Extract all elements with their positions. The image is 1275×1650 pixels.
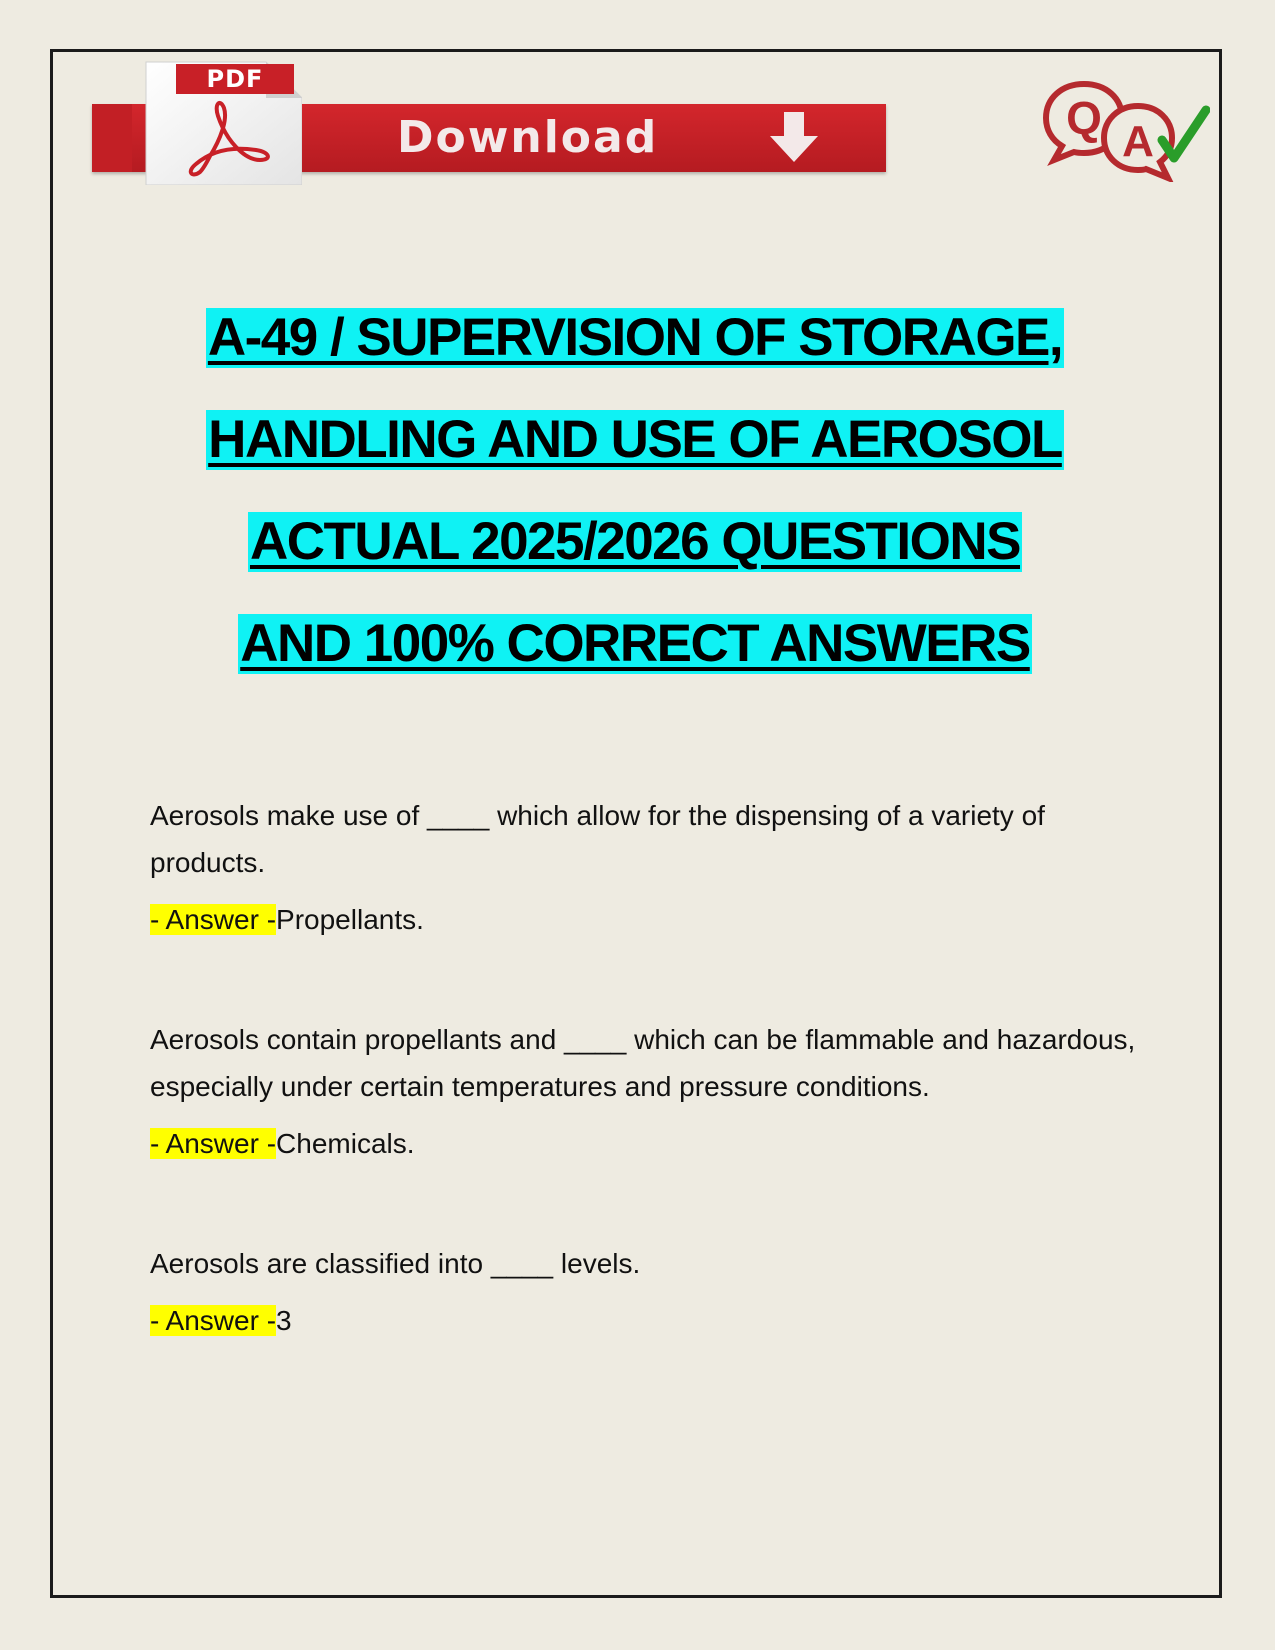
qa-list (150, 792, 1140, 1417)
answer-prefix: - Answer - (150, 904, 277, 935)
qa-item (150, 1016, 1140, 1162)
title-line-1: A-49 / SUPERVISION OF STORAGE, (207, 308, 1063, 367)
title-line-2: HANDLING AND USE OF AEROSOL (208, 410, 1062, 469)
question-text: Aerosols contain propellants and ____ which can be flammable and hazardous, especially under certain temperatures and pressure conditions. (150, 1024, 1136, 1102)
pdf-download-banner[interactable] (92, 60, 886, 185)
title-line-3: ACTUAL 2025/2026 QUESTIONS (249, 512, 1021, 571)
banner-left-cap (92, 104, 132, 172)
qa-logo-graphic (1040, 78, 1210, 182)
pdf-document-icon (140, 60, 302, 185)
answer-line (150, 902, 1140, 938)
document-title (100, 308, 1170, 716)
qa-item (150, 1240, 1140, 1339)
a-letter: A (1122, 117, 1154, 166)
answer-line (150, 1126, 1140, 1162)
answer-text: Propellants. (276, 904, 424, 935)
qa-logo (1040, 78, 1210, 182)
answer-text: 3 (276, 1305, 292, 1336)
title-line-4: AND 100% CORRECT ANSWERS (240, 614, 1030, 673)
answer-prefix: - Answer - (150, 1305, 277, 1336)
question-text: Aerosols are classified into ____ levels. (150, 1248, 641, 1279)
answer-text: Chemicals. (276, 1128, 415, 1159)
pdf-label: PDF (176, 64, 294, 94)
answer-line (150, 1303, 1140, 1339)
answer-prefix: - Answer - (150, 1128, 277, 1159)
question-text: Aerosols make use of ____ which allow for the dispensing of a variety of products. (150, 800, 1045, 878)
download-label: Download (397, 112, 659, 163)
qa-item (150, 792, 1140, 938)
download-arrow-icon (764, 110, 824, 166)
q-letter: Q (1066, 92, 1102, 144)
